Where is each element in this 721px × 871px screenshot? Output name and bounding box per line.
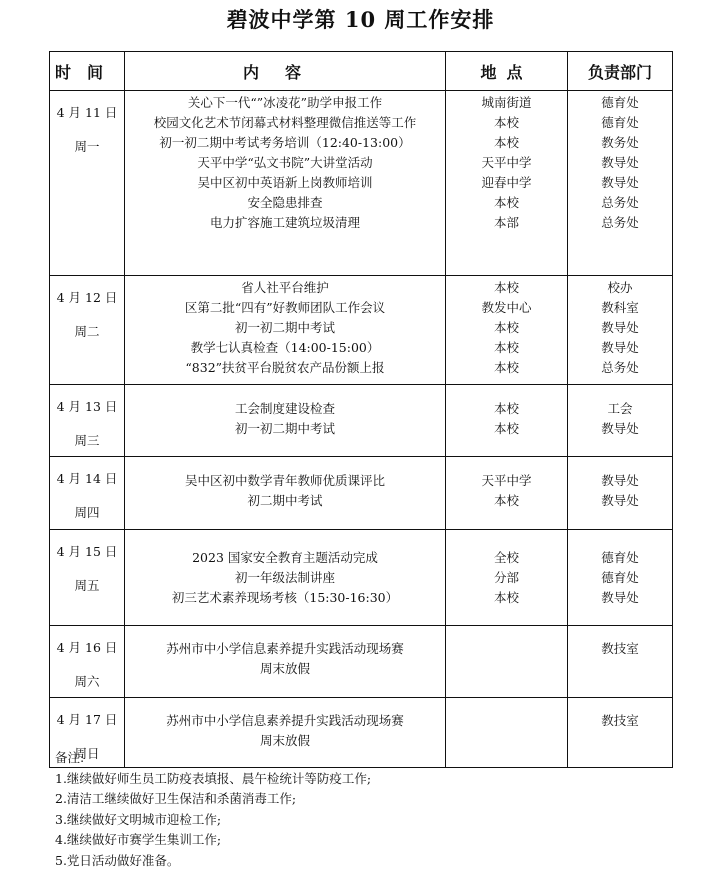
location-line: 本校: [446, 491, 567, 511]
day-date: 4 月 12 日: [50, 288, 124, 308]
dept-cell: [568, 626, 673, 698]
table-row: [50, 91, 673, 276]
notes-list: [55, 769, 371, 871]
activity-cell: [125, 626, 446, 698]
day-date: 4 月 14 日: [50, 469, 124, 489]
location-line: 本部: [446, 213, 567, 233]
table-row: [50, 530, 673, 626]
location-line: 天平中学: [446, 471, 567, 491]
location-cell: [446, 698, 568, 768]
location-line: 本校: [446, 113, 567, 133]
table-row: [50, 626, 673, 698]
activity-line: 吴中区初中英语新上岗教师培训: [125, 173, 445, 193]
activity-line: 校园文化艺术节闭幕式材料整理微信推送等工作: [125, 113, 445, 133]
activity-line: 初三艺术素养现场考核（15:30-16:30）: [125, 588, 445, 608]
activity-line: 苏州市中小学信息素养提升实践活动现场赛: [125, 639, 445, 659]
location-cell: [446, 385, 568, 457]
dept-line: 教导处: [568, 338, 672, 358]
activity-cell: [125, 385, 446, 457]
day-weekday: 周一: [50, 137, 124, 157]
header-time: 时间: [50, 52, 125, 91]
table-row: [50, 276, 673, 385]
activity-cell: [125, 91, 446, 276]
dept-cell: [568, 385, 673, 457]
activity-line: 安全隐患排查: [125, 193, 445, 213]
notes-section: [55, 748, 371, 871]
location-line: 本校: [446, 419, 567, 439]
day-date: 4 月 13 日: [50, 397, 124, 417]
table-row: [50, 457, 673, 530]
activity-line: “832”扶贫平台脱贫农产品份额上报: [125, 358, 445, 378]
schedule-body: [50, 91, 673, 768]
activity-line: 初一初二期中考试: [125, 419, 445, 439]
location-cell: [446, 91, 568, 276]
dept-cell: [568, 530, 673, 626]
dept-line: 教技室: [568, 711, 672, 731]
activity-line: 周末放假: [125, 731, 445, 751]
notes-heading: 备注:: [55, 748, 371, 769]
location-line: 本校: [446, 399, 567, 419]
activity-line: 吴中区初中数学青年教师优质课评比: [125, 471, 445, 491]
dept-line: 德育处: [568, 113, 672, 133]
activity-line: 关心下一代“”冰凌花”助学申报工作: [125, 93, 445, 113]
day-date: 4 月 15 日: [50, 542, 124, 562]
activity-cell: [125, 457, 446, 530]
dept-line: 德育处: [568, 548, 672, 568]
day-date: 4 月 17 日: [50, 710, 124, 730]
day-weekday: 周六: [50, 672, 124, 692]
note-item: 3.继续做好文明城市迎检工作;: [55, 810, 371, 831]
activity-line: 初一年级法制讲座: [125, 568, 445, 588]
day-cell: [50, 530, 125, 626]
header-location: 地点: [446, 52, 568, 91]
day-date: 4 月 16 日: [50, 638, 124, 658]
activity-cell: [125, 276, 446, 385]
dept-line: 总务处: [568, 213, 672, 233]
location-cell: [446, 457, 568, 530]
activity-line: 区第二批“四有”好教师团队工作会议: [125, 298, 445, 318]
location-line: 本校: [446, 358, 567, 378]
dept-line: 教导处: [568, 491, 672, 511]
activity-line: 初二期中考试: [125, 491, 445, 511]
day-cell: [50, 457, 125, 530]
dept-line: 教导处: [568, 419, 672, 439]
day-weekday: 周五: [50, 576, 124, 596]
location-line: 分部: [446, 568, 567, 588]
header-dept: 负责部门: [568, 52, 673, 91]
activity-line: 省人社平台维护: [125, 278, 445, 298]
day-cell: [50, 91, 125, 276]
header-content: 内容: [125, 52, 446, 91]
dept-line: 教导处: [568, 471, 672, 491]
activity-line: 教学七认真检查（14:00-15:00）: [125, 338, 445, 358]
activity-line: 初一初二期中考试考务培训（12:40-13:00）: [125, 133, 445, 153]
header-row: [50, 52, 673, 91]
dept-line: 教导处: [568, 153, 672, 173]
page-title: 碧波中学第 10 周工作安排: [0, 4, 721, 34]
day-weekday: 周二: [50, 322, 124, 342]
note-item: 5.党日活动做好准备。: [55, 851, 371, 871]
dept-cell: [568, 457, 673, 530]
activity-cell: [125, 530, 446, 626]
day-cell: [50, 626, 125, 698]
dept-cell: [568, 91, 673, 276]
dept-line: 总务处: [568, 193, 672, 213]
activity-line: 初一初二期中考试: [125, 318, 445, 338]
dept-line: 德育处: [568, 93, 672, 113]
schedule-table: [49, 51, 673, 768]
location-line: 本校: [446, 133, 567, 153]
day-cell: [50, 385, 125, 457]
location-cell: [446, 626, 568, 698]
dept-line: 教导处: [568, 318, 672, 338]
note-item: 2.清洁工继续做好卫生保洁和杀菌消毒工作;: [55, 789, 371, 810]
location-line: 本校: [446, 278, 567, 298]
dept-line: 总务处: [568, 358, 672, 378]
dept-line: 教务处: [568, 133, 672, 153]
activity-line: 电力扩容施工建筑垃圾清理: [125, 213, 445, 233]
note-item: 1.继续做好师生员工防疫表填报、晨午检统计等防疫工作;: [55, 769, 371, 790]
dept-line: 校办: [568, 278, 672, 298]
activity-line: 工会制度建设检查: [125, 399, 445, 419]
table-row: [50, 385, 673, 457]
activity-line: 天平中学“弘文书院”大讲堂活动: [125, 153, 445, 173]
location-line: 本校: [446, 193, 567, 213]
activity-line: 苏州市中小学信息素养提升实践活动现场赛: [125, 711, 445, 731]
dept-line: 教导处: [568, 588, 672, 608]
dept-cell: [568, 698, 673, 768]
day-weekday: 周日: [50, 744, 124, 764]
location-line: 本校: [446, 318, 567, 338]
day-date: 4 月 11 日: [50, 103, 124, 123]
location-cell: [446, 530, 568, 626]
dept-line: 教导处: [568, 173, 672, 193]
day-weekday: 周三: [50, 431, 124, 451]
dept-line: 工会: [568, 399, 672, 419]
activity-line: 周末放假: [125, 659, 445, 679]
location-line: 天平中学: [446, 153, 567, 173]
location-line: 迎春中学: [446, 173, 567, 193]
location-line: 城南街道: [446, 93, 567, 113]
dept-line: 教科室: [568, 298, 672, 318]
location-line: 本校: [446, 338, 567, 358]
location-cell: [446, 276, 568, 385]
dept-line: 教技室: [568, 639, 672, 659]
activity-line: 2023 国家安全教育主题活动完成: [125, 548, 445, 568]
location-line: 教发中心: [446, 298, 567, 318]
location-line: 全校: [446, 548, 567, 568]
dept-cell: [568, 276, 673, 385]
location-line: 本校: [446, 588, 567, 608]
day-cell: [50, 276, 125, 385]
day-weekday: 周四: [50, 503, 124, 523]
dept-line: 德育处: [568, 568, 672, 588]
note-item: 4.继续做好市赛学生集训工作;: [55, 830, 371, 851]
